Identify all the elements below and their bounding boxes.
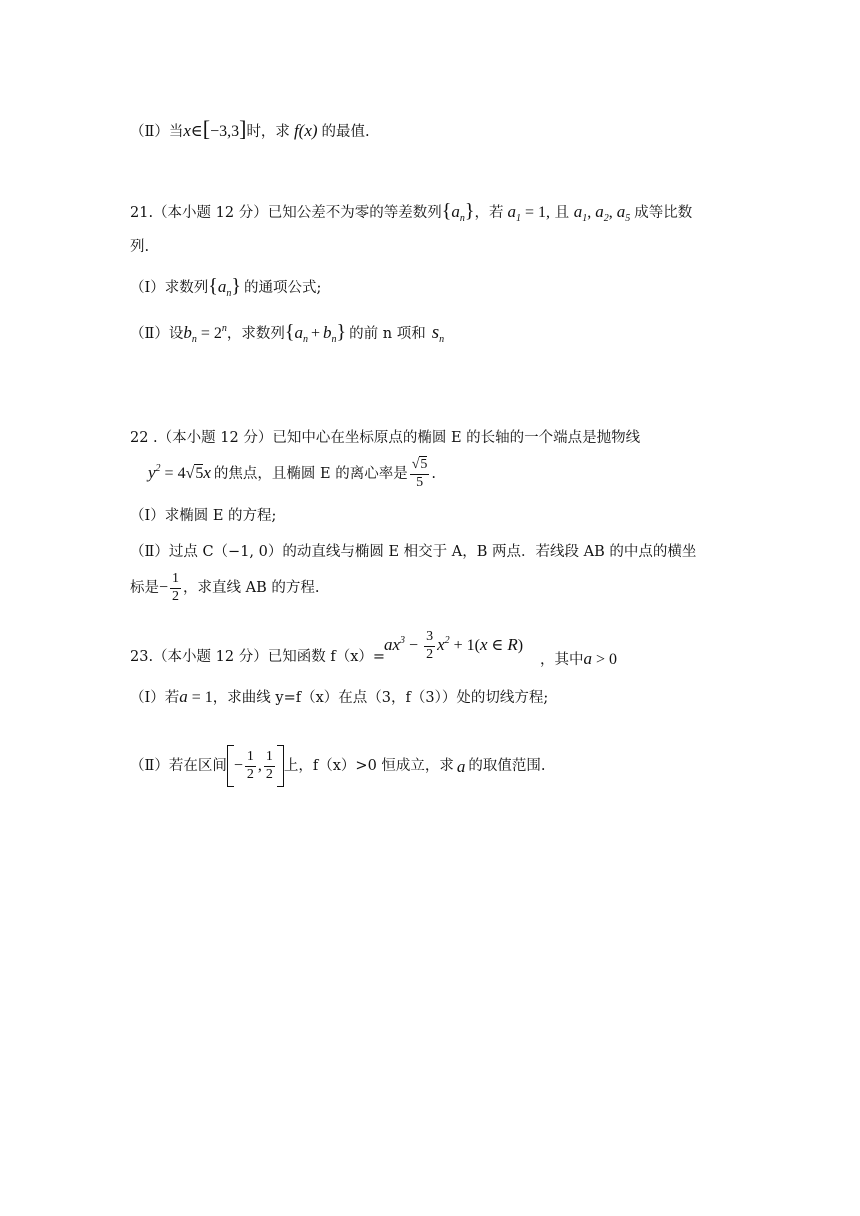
q22-eccentricity: $\frac{√5}{5}$ <box>411 457 428 490</box>
q20-part2-label: （Ⅱ）当 <box>130 124 184 140</box>
q23-part2: （Ⅱ）若在区间 − $\frac{1}{2}$ , $\frac{1}{2}$ 上，f（x）>0 恒成立，求 a 的取值范围. <box>130 745 546 787</box>
q22-intro: 22 .（本小题 12 分）已知中心在坐标原点的椭圆 E 的长轴的一个端点是抛物线 <box>130 430 641 446</box>
q23-intro: 23.（本小题 12 分）已知函数 f（x）= <box>130 649 386 665</box>
q21-part1: （Ⅰ）求数列$\{a_n\}$ 的通项公式; <box>130 275 322 299</box>
q20-part2: （Ⅱ）当x∈[−3,3]时，求 f(x) 的最值. <box>130 116 370 141</box>
q23-function: $ax^3$ − $\frac{3}{2}$ $x^2 + 1(x$ ∈ R) <box>384 629 524 662</box>
q22-part2-cont: 标是− $\frac{1}{2}$ ，求直线 AB 的方程. <box>130 571 320 604</box>
q21-part2: （Ⅱ）设$b_n = 2^n$，求数列$\{a_n + b_n\}$ 的前 n 项和 $s_n$ <box>130 321 445 345</box>
q21-intro-cont: 列. <box>130 239 150 255</box>
q21-intro: 21.（本小题 12 分）已知公差不为零的等差数列$\{a_n\}$，若 $a_1 = 1$, 且 $a_1$, $a_2$, $a_5$ 成等比数 <box>130 200 693 224</box>
q20-fx: f(x) <box>293 121 318 140</box>
q22-part2: （Ⅱ）过点 C（−1, 0）的动直线与椭圆 E 相交于 A，B 两点．若线段 AB 的中点的横坐 <box>130 544 697 560</box>
q22-equation: $y^2 = 4√5x$ 的焦点，且椭圆 E 的离心率是 $\frac{√5}{5}$ . <box>148 457 437 490</box>
q20-interval: −3,3 <box>210 123 240 140</box>
q22-part1: （Ⅰ）求椭圆 E 的方程; <box>130 508 277 524</box>
q23-part1: （Ⅰ）若a = 1，求曲线 y=f（x）在点（3，f（3））处的切线方程; <box>130 687 549 706</box>
q23-condition: ，其中a > 0 <box>540 649 618 668</box>
